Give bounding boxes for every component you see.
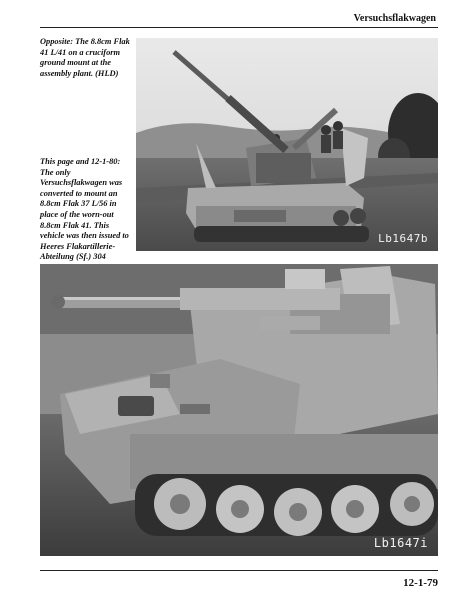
photo-top [136,38,438,251]
caption-opposite: Opposite: The 8.8cm Flak 41 L/41 on a cruciform ground mount at the assembly plant. (HLD) [40,37,130,78]
photo-top-illustration [136,38,438,251]
running-head: Versuchsflakwagen [353,13,436,24]
photo-bottom-illustration [40,264,438,556]
caption-this-page: This page and 12-1-80: The only Versuchsflakwagen was converted to mount an 8.8cm Flak 37 L/56 in place of the worn-out 8.8cm Flak 41. This vehicle was then issued to Heeres Flakartillerie-Abteilung (Sf.) 304 [40,157,129,262]
page-number: 12-1-79 [403,577,438,589]
header-rule [40,27,438,28]
negative-number-top: Lb1647b [378,232,428,245]
photo-bottom [40,264,438,556]
footer-rule [40,570,438,571]
negative-number-bottom: Lb1647i [373,536,428,550]
